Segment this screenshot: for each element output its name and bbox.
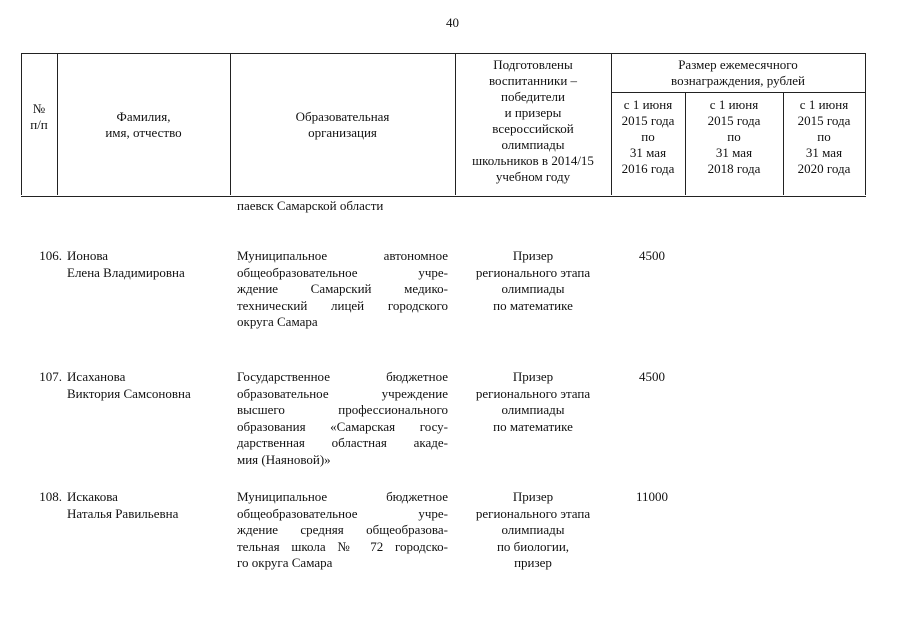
row-number: 108. <box>39 489 62 504</box>
organization: Муниципальное автономное общеобразовательное учре- ждение Самарский медико- технический лицей городского округа Самара <box>237 248 448 330</box>
header-subdivider <box>611 92 865 93</box>
continuation-text: паевск Самарской области <box>237 198 384 213</box>
header-col-prepared: Подготовлены воспитанники – победители и призеры всероссийской олимпиады школьников в 2014/15 учебном году <box>472 57 594 184</box>
header-period-2018: с 1 июня 2015 года по 31 мая 2018 года <box>707 97 761 176</box>
header-col-organization: Образовательная организация <box>295 109 390 140</box>
olympiad-status: Призер регионального этапа олимпиады по математике <box>475 248 591 313</box>
reward-amount: 11000 <box>635 489 669 504</box>
header-col-number: № п/п <box>30 101 48 132</box>
person-name: Исаханова Виктория Самсоновна <box>67 369 191 401</box>
olympiad-status: Призер регионального этапа олимпиады по биологии, призер <box>475 489 591 571</box>
reward-amount: 4500 <box>639 248 665 263</box>
organization: Государственное бюджетное образовательное учреждение высшего профессионального образования «Самарская госу- дарственная областная акаде- мия (Наяновой)» <box>237 369 448 467</box>
organization: Муниципальное бюджетное общеобразовательное учре- ждение средняя общеобразова- тельная школа № 72 городско- го округа Самара <box>237 489 448 571</box>
person-name: Искакова Наталья Равильевна <box>67 489 179 521</box>
row-number: 106. <box>39 248 62 263</box>
olympiad-status: Призер регионального этапа олимпиады по математике <box>475 369 591 434</box>
header-period-2016: с 1 июня 2015 года по 31 мая 2016 года <box>621 97 675 176</box>
row-number: 107. <box>39 369 62 384</box>
person-name: Ионова Елена Владимировна <box>67 248 185 280</box>
page-number: 40 <box>446 15 459 30</box>
reward-amount: 4500 <box>639 369 665 384</box>
header-col-reward: Размер ежемесячного вознаграждения, рублей <box>671 57 805 88</box>
table-header <box>21 53 866 197</box>
header-col-name: Фамилия, имя, отчество <box>105 109 182 140</box>
header-period-2020: с 1 июня 2015 года по 31 мая 2020 года <box>797 97 851 176</box>
header-border-right <box>865 54 866 195</box>
